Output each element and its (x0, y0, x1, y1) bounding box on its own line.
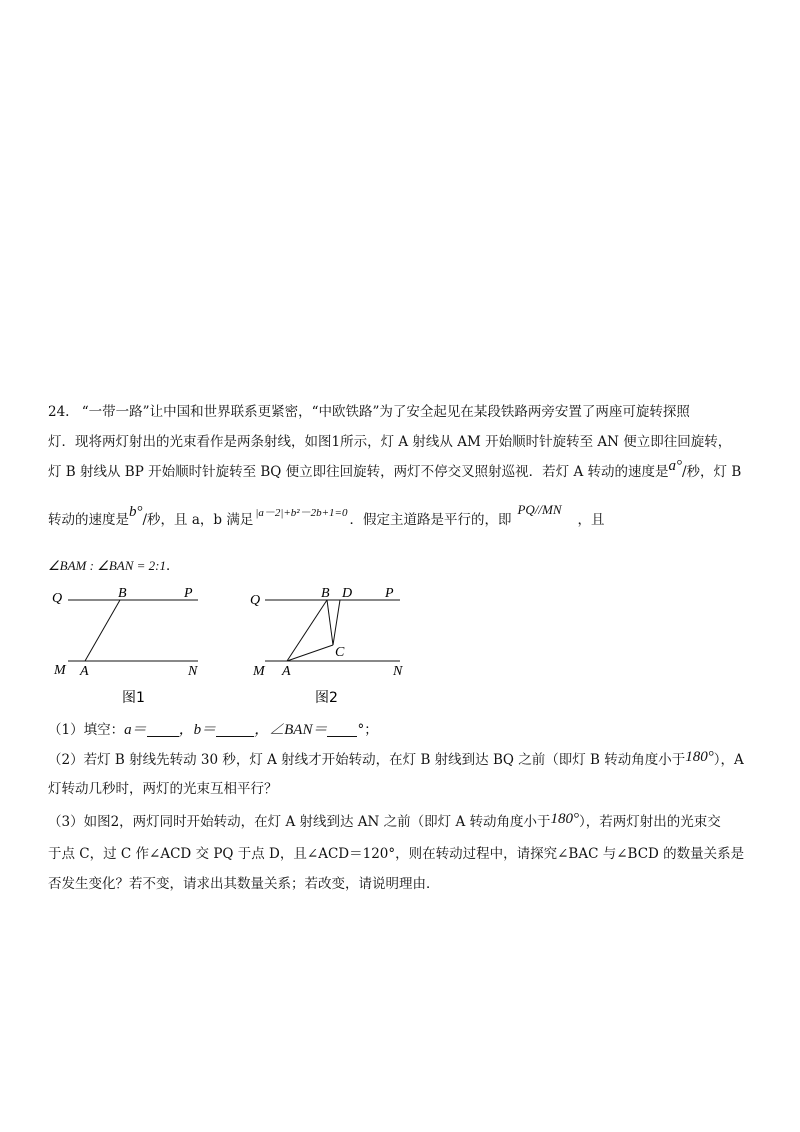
question-2-line-2: 灯转动几秒时，两灯的光束互相平行？ (48, 781, 278, 797)
q1-ban-label: ，∠BAN＝ (254, 722, 328, 738)
label-a: A (80, 664, 89, 679)
figure-1 (48, 582, 218, 708)
q1-label: （1）填空： (48, 722, 125, 738)
q3-angle: 180° (550, 811, 579, 827)
parallel-relation: PQ//MN (517, 502, 562, 517)
speed-b: b° (129, 504, 143, 520)
angle-ratio: ∠BAM : ∠BAN = 2:1 (48, 558, 167, 573)
label-n: N (188, 664, 198, 679)
segment-ab (287, 600, 327, 661)
problem-line-4 (48, 502, 605, 531)
question-1 (48, 720, 378, 740)
segment-cd (333, 600, 340, 645)
figure-1-caption: 图1 (122, 690, 145, 706)
problem-number: 24. (48, 404, 70, 420)
label-c: C (335, 645, 345, 660)
segment-ac (287, 645, 333, 661)
q1-b-label: ，b＝ (178, 722, 217, 738)
problem-text-4-mid2: ．假定主道路是平行的，即 (349, 512, 512, 528)
question-3-line-2: 于点 C，过 C 作∠ACD 交 PQ 于点 D，且∠ACD＝120°，则在转动过程中，请探究∠BAC 与∠BCD 的数量关系是 (48, 846, 745, 862)
label-a: A (282, 664, 291, 679)
question-3-line-3: 否发生变化？若不变，请求出其数量关系；若改变，请说明理由． (48, 876, 440, 892)
label-q: Q (250, 593, 261, 608)
problem-text-3-end: /秒，灯 B (682, 464, 742, 480)
label-d: D (342, 586, 353, 601)
problem-line-5 (48, 556, 180, 576)
q2-angle: 180° (685, 749, 714, 765)
q3-text-1: （3）如图2，两灯同时开始转动，在灯 A 射线到达 AN 之前（即灯 A 转动角度小于 (48, 814, 551, 830)
problem-text-4-end: ，且 (577, 512, 605, 528)
label-b: B (321, 586, 330, 601)
q1-a-label: a＝ (124, 722, 147, 738)
q1-a-blank[interactable] (147, 722, 179, 737)
problem-line-3 (48, 458, 742, 482)
problem-text-3: 灯 B 射线从 BP 开始顺时针旋转至 BQ 便立即往回旋转，两灯不停交叉照射巡视．若灯 A 转动的速度是 (48, 464, 669, 480)
q1-ban-blank[interactable] (327, 722, 357, 737)
label-n: N (393, 664, 403, 679)
q1-end: °； (357, 722, 378, 738)
label-p: P (385, 586, 394, 601)
speed-a: a° (668, 458, 682, 474)
label-q: Q (52, 591, 63, 606)
ratio-end: ． (166, 558, 180, 574)
problem-text-4-mid: /秒，且 a，b 满足 (142, 512, 254, 528)
speed-label: 转动的速度是 (48, 512, 129, 528)
segment-bc (327, 600, 333, 645)
condition-equation: |a－2|+b²－2b+1=0 (255, 507, 348, 519)
q3-text-1-end: ），若两灯射出的光束交 (579, 814, 721, 830)
label-m: M (54, 663, 66, 678)
problem-line-1 (48, 402, 690, 422)
problem-text-1: “一带一路”让中国和世界联系更紧密，“中欧铁路”为了安全起见在某段铁路两旁安置了两座可旋转探照 (81, 404, 690, 420)
q2-text-1-end: ），A (713, 752, 744, 768)
q1-b-blank[interactable] (216, 722, 254, 737)
problem-line-2: 灯．现将两灯射出的光束看作是两条射线，如图1所示，灯 A 射线从 AM 开始顺时针旋转至 AN 便立即往回旋转， (48, 434, 732, 450)
label-b: B (118, 586, 127, 601)
question-3-line-1 (48, 812, 721, 832)
figure-2-caption: 图2 (315, 690, 338, 706)
figure-2 (245, 582, 420, 708)
segment-ab (85, 600, 120, 661)
question-2-line-1 (48, 750, 744, 770)
label-m: M (253, 664, 265, 679)
label-p: P (184, 586, 193, 601)
q2-text-1: （2）若灯 B 射线先转动 30 秒，灯 A 射线才开始转动，在灯 B 射线到达 BQ 之前（即灯 B 转动角度小于 (48, 752, 686, 768)
